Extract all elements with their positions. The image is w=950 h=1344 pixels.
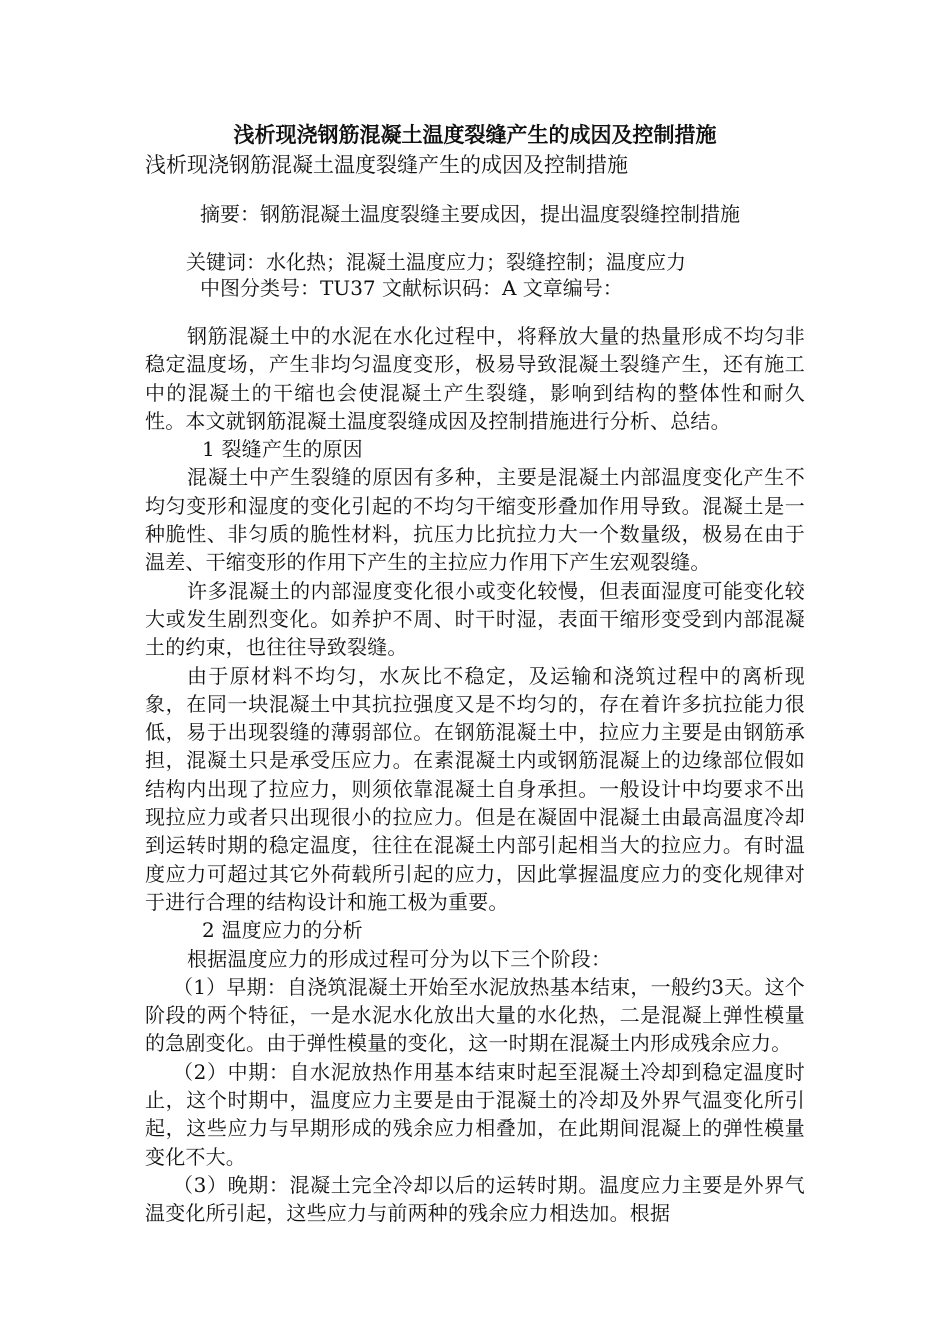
keywords-line: 关键词：水化热；混凝土温度应力；裂缝控制；温度应力 (186, 250, 686, 274)
body-paragraph: 由于原材料不均匀，水灰比不稳定，及运输和浇筑过程中的离析现象，在同一块混凝土中其抗拉强度又是不均匀的，存在着许多抗拉能力很低，易于出现裂缝的薄弱部位。在钢筋混凝土中，拉应力主要是由钢筋承担，混凝土只是承受压应力。在素混凝土内或钢筋混凝上的边缘部位假如结构内出现了拉应力，则须依靠混凝土自身承担。一般设计中均要求不出现拉应力或者只出现很小的拉应力。但是在凝固中混凝土由最高温度冷却到运转时期的稳定温度，往往在混凝土内部引起相当大的拉应力。有时温度应力可超过其它外荷载所引起的应力，因此掌握温度应力的变化规律对于进行合理的结构设计和施工极为重要。 (145, 663, 805, 914)
body-paragraph: 许多混凝土的内部湿度变化很小或变化较慢，但表面湿度可能变化较大或发生剧烈变化。如养护不周、时干时湿，表面干缩形变受到内部混凝土的约束，也往往导致裂缝。 (145, 578, 805, 660)
document-title: 浅析现浇钢筋混凝土温度裂缝产生的成因及控制措施 (233, 122, 717, 147)
list-item: （3）晚期：混凝土完全冷却以后的运转时期。温度应力主要是外界气温变化所引起，这些应力与前两种的残余应力相迭加。根据 (145, 1172, 805, 1226)
body-paragraph: 根据温度应力的形成过程可分为以下三个阶段： (187, 946, 612, 971)
list-item: （2）中期：自水泥放热作用基本结束时起至混凝土冷却到稳定温度时止，这个时期中，温度应力主要是由于混凝土的冷却及外界气温变化所引起，这些应力与早期形成的残余应力相叠加，在此期间混凝上的弹性模量变化不大。 (145, 1059, 805, 1169)
body-paragraph: 钢筋混凝土中的水泥在水化过程中，将释放大量的热量形成不均匀非稳定温度场，产生非均匀温度变形，极易导致混凝土裂缝产生，还有施工中的混凝土的干缩也会使混凝土产生裂缝，影响到结构的整体性和耐久性。本文就钢筋混凝土温度裂缝成因及控制措施进行分析、总结。 (145, 324, 805, 433)
classification-line: 中图分类号：TU37 文献标识码：A 文章编号： (200, 276, 623, 300)
body-paragraph: 混凝土中产生裂缝的原因有多种，主要是混凝土内部温度变化产生不均匀变形和湿度的变化引起的不均匀干缩变形叠加作用导致。混凝土是一种脆性、非匀质的脆性材料，抗压力比抗拉力大一个数量级，极易在由于温差、干缩变形的作用下产生的主拉应力作用下产生宏观裂缝。 (145, 465, 805, 575)
document-subtitle: 浅析现浇钢筋混凝土温度裂缝产生的成因及控制措施 (145, 153, 628, 177)
abstract-line: 摘要：钢筋混凝土温度裂缝主要成因，提出温度裂缝控制措施 (200, 202, 740, 226)
section-heading: 2 温度应力的分析 (202, 918, 363, 943)
list-item: （1）早期：自浇筑混凝土开始至水泥放热基本结束，一般约3天。这个阶段的两个特征，一是水泥水化放出大量的水化热，二是混凝上弹性模量的急剧变化。由于弹性模量的变化，这一时期在混凝土内形成残余应力。 (145, 974, 805, 1056)
document-body (145, 322, 805, 1228)
section-heading: 1 裂缝产生的原因 (202, 437, 363, 462)
